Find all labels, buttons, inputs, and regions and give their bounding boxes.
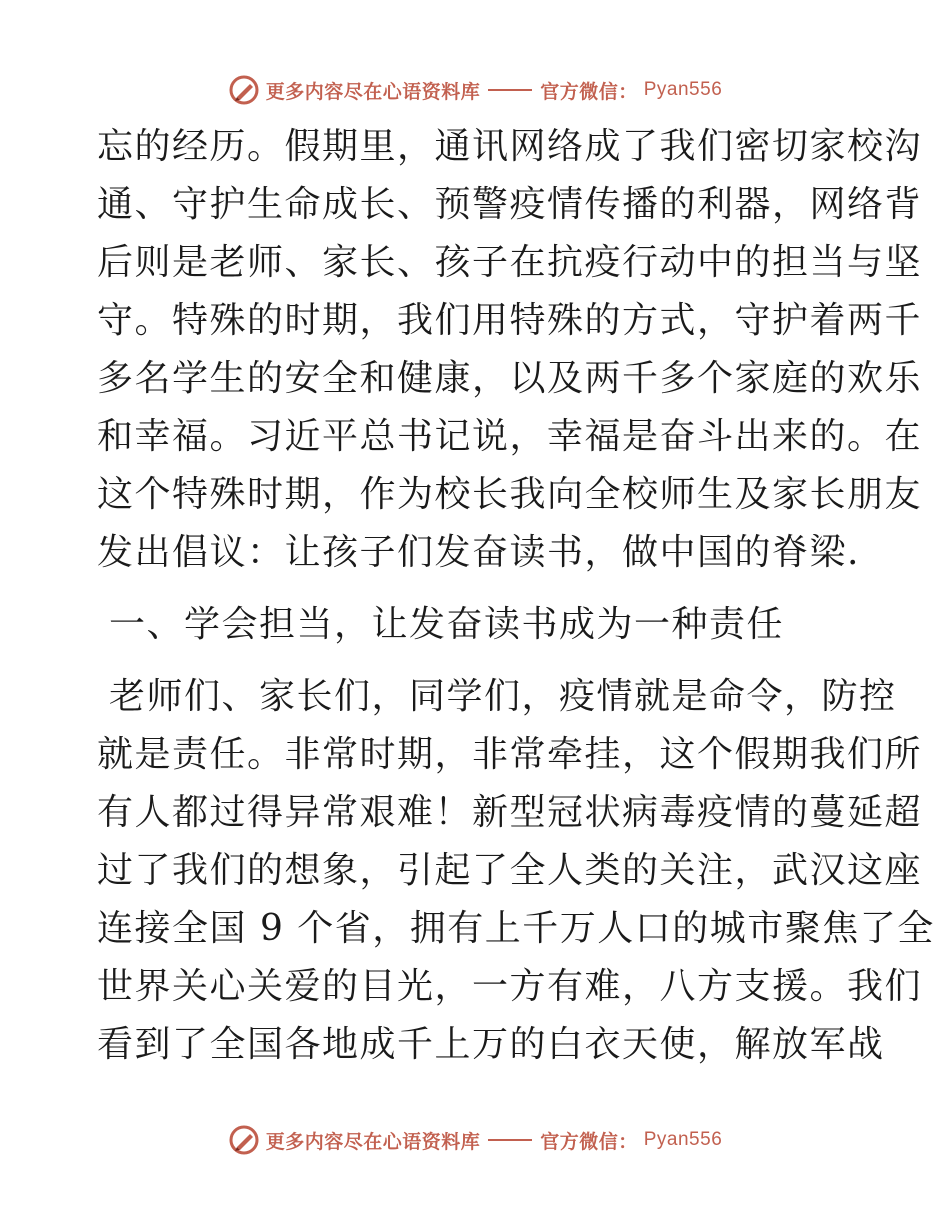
text-line: 通、守护生命成长、预警疫情传播的利器，网络背 [97, 184, 923, 225]
text-line: 过了我们的想象，引起了全人类的关注，武汉这座 [97, 850, 923, 891]
text-line: 老师们、家长们，同学们，疫情就是命令，防控 [109, 676, 897, 717]
document-body [97, 118, 935, 1074]
header-banner-suffix: 官方微信： [540, 80, 638, 103]
header-banner-id: Pyan556 [643, 79, 723, 100]
footer-banner [0, 1120, 950, 1160]
paragraph-gap [97, 582, 857, 596]
section-heading: 一、学会担当，让发奋读书成为一种责任 [109, 604, 785, 645]
text-line: 和幸福。习近平总书记说，幸福是奋斗出来的。在 [97, 416, 923, 457]
footer-banner-text: 更多内容尽在心语资料库 [265, 1130, 481, 1153]
text-line: 忘的经历。假期里，通讯网络成了我们密切家校沟 [97, 126, 923, 167]
text-line: 守。特殊的时期，我们用特殊的方式，守护着两千 [97, 300, 923, 341]
footer-banner-dash [488, 1139, 532, 1141]
text-line: 连接全国 9 个省，拥有上千万人口的城市聚焦了全 [97, 908, 935, 949]
pen-logo-icon [228, 74, 260, 106]
paragraph-2 [97, 668, 935, 1074]
footer-banner-suffix: 官方微信： [540, 1130, 638, 1153]
header-banner-dash [488, 89, 532, 91]
text-line: 这个特殊时期，作为校长我向全校师生及家长朋友 [97, 474, 923, 515]
text-line: 有人都过得异常艰难！新型冠状病毒疫情的蔓延超 [97, 792, 923, 833]
footer-banner-id: Pyan556 [643, 1129, 723, 1150]
paragraph-gap [97, 654, 857, 668]
pen-logo-icon [228, 1124, 260, 1156]
text-line: 看到了全国各地成千上万的白衣天使，解放军战 [97, 1024, 885, 1065]
text-line: 就是责任。非常时期，非常牵挂，这个假期我们所 [97, 734, 923, 775]
text-line: 世界关心关爱的目光，一方有难，八方支援。我们 [97, 966, 923, 1007]
text-line: 发出倡议：让孩子们发奋读书，做中国的脊梁. [97, 532, 860, 573]
header-banner [0, 70, 950, 110]
text-line: 多名学生的安全和健康，以及两千多个家庭的欢乐 [97, 358, 923, 399]
header-banner-text: 更多内容尽在心语资料库 [265, 80, 481, 103]
text-line: 后则是老师、家长、孩子在抗疫行动中的担当与坚 [97, 242, 923, 283]
paragraph-1 [97, 118, 923, 582]
